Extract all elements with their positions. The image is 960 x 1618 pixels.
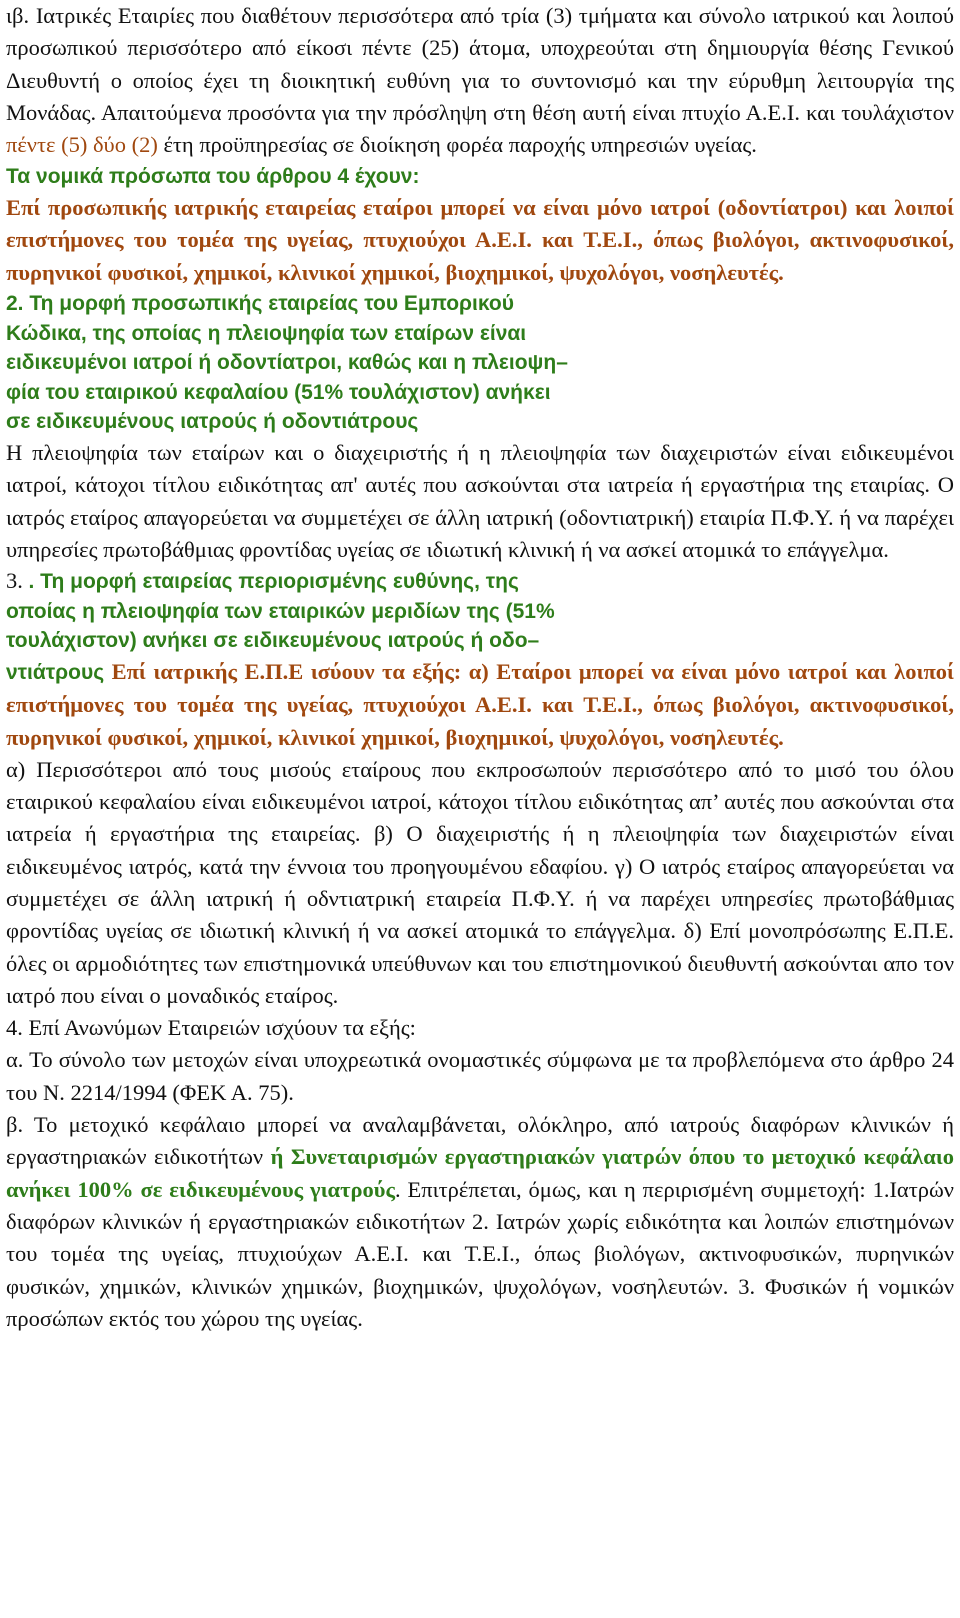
section-4-heading: 4. Επί Ανωνύμων Εταιρειών ισχύουν τα εξής: [6,1015,416,1041]
section-2-line: σε ειδικευμένους ιατρούς ή οδοντιάτρους [6,410,419,434]
section-4-a: α. Το σύνολο των μετοχών είναι υποχρεωτικά ονομαστικές σύμφωνα με τα προβλεπόμενα στο άρθρο 24 του Ν. 2214/1994 (ΦΕΚ Α. 75). [6,1047,954,1105]
section-2-line: φία του εταιρικού κεφαλαίου (51% τουλάχιστον) ανήκει [6,380,551,404]
section-3-epe-paragraph [6,656,954,754]
section-2-line: ειδικευμένοι ιατροί ή οδοντίατροι, καθώς και η πλειοψη– [6,351,568,375]
amended-years-text: πέντε (5) δύο (2) [6,132,158,158]
section-4-b-text: β. Το μετοχικό κεφάλαιο μπορεί να αναλαμβάνεται, ολόκληρο, από ιατρούς διαφόρων κλινικών ή εργαστηριακών ειδικοτήτων [6,1112,954,1170]
section-3-heading [6,566,954,656]
paragraph-ib-text: ιβ. Ιατρικές Εταιρίες που διαθέτουν περισσότερα από τρία (3) τμήματα και σύνολο ιατρικού και λοιπού προσωπικού περισσότερο από είκοσι πέντε (25) άτομα, υποχρεούται στη δημιουργία θέσης Γενικού Διευθυντή ο οποίος έχει τη διοικητική ευθύνη για το συντονισμό και την εύρυθμη λειτουργία της Μονάδας. Απαιτούμενα προσόντα για την πρόσληψη στη θέση αυτή είναι πτυχίο Α.Ε.Ι. και τουλάχιστον [6,3,954,125]
section-2-line: Κώδικα, της οποίας η πλειοψηφία των εταίρων είναι [6,321,527,345]
section-3-line: οποίας η πλειοψηφία των εταιρικών μεριδίων της (51% [6,599,555,623]
section-3-line-text: . Τη μορφή εταιρείας περιορισμένης ευθύνης, της [28,570,519,594]
document-page [6,0,954,1335]
section-3-line-end: ντιάτρους [6,660,105,684]
paragraph-ib-general-director [6,0,954,161]
section-3-line: τουλάχιστον) ανήκει σε ειδικευμένους ιατρούς ή οδο– [6,629,540,653]
epe-rules-text: Επί ιατρικής Ε.Π.Ε ισύουν τα εξής: α) Εταίροι μπορεί να είναι μόνο ιατροί και λοιποί επιστήμονες του τομέα της υγείας, πτυχιούχοι Α.Ε.Ι. και Τ.Ε.Ι., όπως βιολόγοι, ακτινοφυσικοί, πυρηνικοί φυσικοί, χημικοί, κλινικοί χημικοί, βιοχημικοί, ψυχολόγοι, νοσηλευτές. [6,658,954,750]
section-3-line [6,566,954,597]
section-3-body: α) Περισσότεροι από τους μισούς εταίρους που εκπροσωπούν περισσότερο από το μισό του όλου εταιρικού κεφαλαίου είναι ειδικευμένοι ιατροί, κάτοχοι τίτλου ειδικότητας απ’ αυτές που ασκούνται στα ιατρεία ή εργαστήρια της εταιρείας. β) Ο διαχειριστής ή η πλειοψηφία των διαχειριστών είναι ειδικευμένος ιατρός, κατά την έννοια του προηγουμένου εδαφίου. γ) Ο ιατρός εταίρος απαγορεύεται να συμμετέχει σε άλλη ιατρική ή οδντιατρική εταιρεία Π.Φ.Υ. ή να παρέχει υπηρεσίες πρωτοβάθμιας φροντίδας υγείας σε ιδιωτική κλινική ή να ασκεί ατομικά το επάγγελμα. δ) Επί μονοπρόσωπης Ε.Π.Ε. όλες οι αρμοδιότητες των επιστημονικά υπεύθυνων και του επιστημονικού διευθυντή ασκούνται απο τον ιατρό που είναι ο μοναδικός εταίρος. [6,756,954,1008]
section-4-b [6,1109,954,1335]
section-2-heading [6,289,954,437]
section-2-line: 2. Τη μορφή προσωπικής εταιρείας του Εμπορικού [6,291,514,315]
section-4-b-rest: . Επιτρέπεται, όμως, και η περιρισμένη συμμετοχή: 1.Ιατρών διαφόρων κλινικών ή εργαστηριακών ειδικοτήτων 2. Ιατρών χωρίς ειδικότητα και λοιπών επιστημόνων του τομέα της υγείας, πτυχιούχων Α.Ε.Ι. και Τ.Ε.Ι., όπως βιολόγων, ακτινοφυσικών, πυρηνικών φυσικών, χημικών, κλινικών χημικών, βιοχημικών, ψυχολόγων, νοσηλευτών. 3. Φυσικών ή νομικών προσώπων εκτός του χώρου της υγείας. [6,1176,954,1331]
personal-company-partners-paragraph: Επί προσωπικής ιατρικής εταιρείας εταίροι μπορεί να είναι μόνο ιατροί (οδοντίατροι) και λοιποί επιστήμονες του τομέα της υγείας, πτυχιούχοι Α.Ε.Ι. και Τ.Ε.Ι., όπως βιολόγοι, ακτινοφυσικοί, πυρηνικοί φυσικοί, χημικοί, κλινικοί χημικοί, βιοχημικοί, ψυχολόγοι, νοσηλευτές. [6,195,954,285]
cooperatives-insert-text: ή Συνεταιρισμών εργαστηριακών γιατρών όπου το μετοχικό κεφάλαιο ανήκει 100% σε ειδικευμένους γιατρούς [6,1144,954,1202]
section-2-body: Η πλειοψηφία των εταίρων και ο διαχειριστής ή η πλειοψηφία των διαχειριστών είναι ειδικευμένοι ιατροί, κάτοχοι τίτλου ειδικότητας απ' αυτές που ασκούνται στα ιατρεία ή εργαστήρια της εταιρίας. Ο ιατρός εταίρος απαγορεύεται να συμμετέχει σε άλλη ιατρική (οδοντιατρική) εταιρία Π.Φ.Υ. ή να παρέχει υπηρεσίες πρωτοβάθμιας φροντίδας υγείας σε ιδιωτική κλινική ή να ασκεί ατομικά το επάγγελμα. [6,439,954,562]
paragraph-ib-end: έτη προϋπηρεσίας σε διοίκηση φορέα παροχής υπηρεσιών υγείας. [157,132,757,158]
legal-entities-heading: Τα νομικά πρόσωπα του άρθρου 4 έχουν: [6,165,420,189]
section-3-number: 3. [6,568,29,594]
